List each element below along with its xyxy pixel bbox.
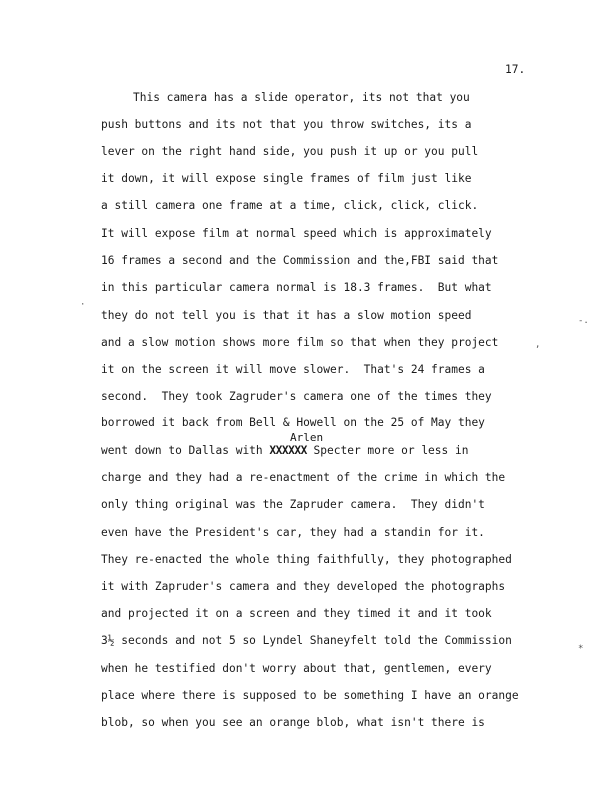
text-line: only thing original was the Zapruder camera. They didn't (101, 498, 485, 511)
text-line: It will expose film at normal speed which is approximately (101, 227, 492, 240)
text-line: and a slow motion shows more film so that when they project (101, 336, 499, 349)
interlinear-insert: Arlen (290, 431, 324, 444)
text-line: when he testified don't worry about that, gentlemen, every (101, 662, 492, 675)
text-line: push buttons and its not that you throw switches, its a (101, 118, 472, 131)
text-line: it on the screen it will move slower. That's 24 frames a (101, 363, 485, 376)
struck-line-after: Specter more or less in (306, 444, 469, 457)
struck-out-text: XXXXXX (269, 444, 307, 457)
text-line: it with Zapruder's camera and they developed the photographs (101, 580, 506, 593)
text-line: it down, it will expose single frames of film just like (101, 172, 472, 185)
page-number: 17. (505, 63, 526, 76)
text-line: they do not tell you is that it has a slow motion speed (101, 309, 472, 322)
text-line: in this particular camera normal is 18.3 frames. But what (101, 281, 492, 294)
text-line: 3½ seconds and not 5 so Lyndel Shaneyfelt told the Commission (101, 634, 512, 647)
struck-line-before: went down to Dallas with (101, 444, 270, 457)
text-line: even have the President's car, they had a standin for it. (101, 526, 485, 539)
text-line: This camera has a slide operator, its not that you (133, 91, 470, 104)
text-line: place where there is supposed to be something I have an orange (101, 689, 519, 702)
text-line: lever on the right hand side, you push it up or you pull (101, 145, 479, 158)
text-line: They re-enacted the whole thing faithfully, they photographed (101, 553, 512, 566)
scan-mark: , (535, 340, 541, 350)
scan-mark: * (578, 644, 584, 654)
struck-text-line (101, 444, 468, 458)
text-line: 16 frames a second and the Commission and the,FBI said that (101, 254, 499, 267)
text-line: blob, so when you see an orange blob, what isn't there is (101, 716, 485, 729)
text-line: second. They took Zagruder's camera one of the times they (101, 390, 492, 403)
text-line: borrowed it back from Bell & Howell on the 25 of May they (101, 416, 485, 429)
text-line: a still camera one frame at a time, click, click, click. (101, 199, 479, 212)
scan-mark: -. (578, 316, 589, 326)
scan-mark: · (80, 300, 86, 310)
text-line: charge and they had a re-enactment of the crime in which the (101, 471, 506, 484)
text-line: and projected it on a screen and they timed it and it took (101, 607, 492, 620)
